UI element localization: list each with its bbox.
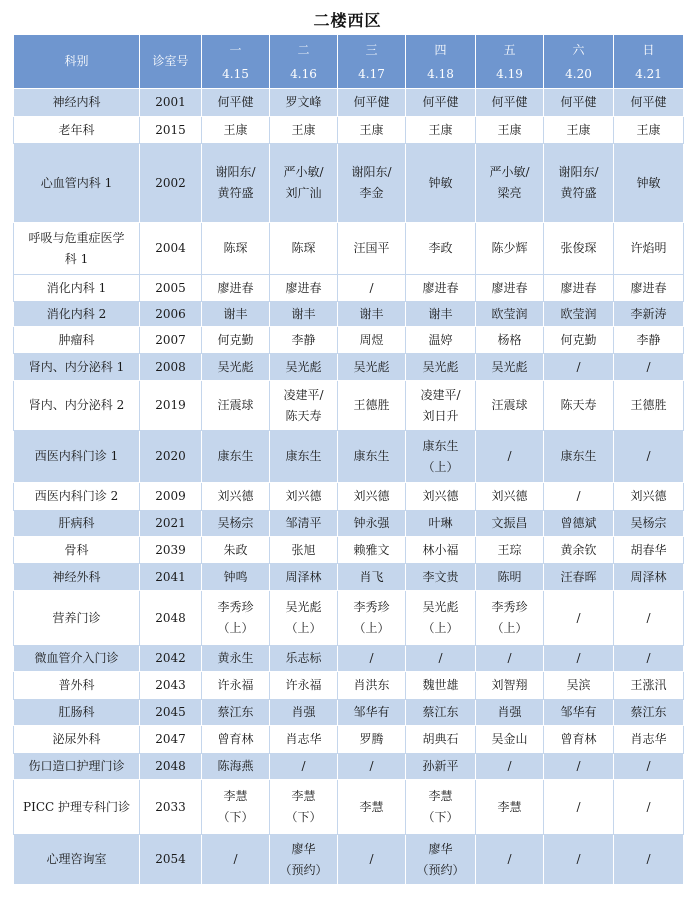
room-cell: 2004 [140, 223, 202, 275]
room-cell: 2039 [140, 537, 202, 564]
doctor-cell: 吴光彪 [476, 354, 544, 381]
header-date: 4.16 [290, 66, 317, 81]
dept-cell: PICC 护理专科门诊 [14, 780, 140, 835]
doctor-cell: 钟鸣 [202, 564, 270, 591]
doctor-cell: 刘兴德 [614, 483, 684, 511]
doctor-cell: 刘兴德 [476, 483, 544, 511]
doctor-cell [406, 591, 476, 646]
cell-line: 廖华 [291, 841, 316, 856]
doctor-cell: 曾育林 [544, 726, 614, 754]
cell-line: （下） [285, 810, 322, 824]
doctor-cell: / [338, 835, 406, 885]
cell-line: 梁亮 [497, 186, 522, 200]
cell-line: 黄符盛 [560, 186, 597, 200]
doctor-cell: / [614, 754, 684, 780]
doctor-cell: 王康 [270, 117, 338, 144]
doctor-cell: 王康 [544, 117, 614, 144]
header-date: 4.20 [565, 66, 592, 81]
room-cell: 2005 [140, 275, 202, 302]
header-weekday: 二 [297, 42, 310, 57]
dept-cell: 西医内科门诊 1 [14, 431, 140, 483]
doctor-cell: / [614, 591, 684, 646]
cell-line: （上） [217, 621, 254, 635]
table-row [14, 754, 684, 780]
dept-cell [14, 223, 140, 275]
dept-cell: 西医内科门诊 2 [14, 483, 140, 511]
doctor-cell: / [476, 646, 544, 672]
doctor-cell: 许永福 [202, 672, 270, 700]
cell-line: （上） [422, 459, 459, 474]
header-day [202, 35, 270, 89]
header-date: 4.18 [427, 66, 454, 81]
table-row [14, 144, 684, 223]
doctor-cell: / [544, 591, 614, 646]
header-dept: 科别 [14, 35, 140, 89]
doctor-cell [406, 835, 476, 885]
doctor-cell: 肖强 [270, 700, 338, 726]
header-weekday: 日 [642, 42, 655, 57]
dept-cell: 肾内、内分泌科 2 [14, 381, 140, 431]
table-row [14, 672, 684, 700]
doctor-cell: 邹华有 [544, 700, 614, 726]
header-date: 4.15 [222, 66, 249, 81]
schedule-table [13, 34, 684, 885]
header-day [544, 35, 614, 89]
doctor-cell: 罗腾 [338, 726, 406, 754]
cell-line: （上） [422, 621, 459, 635]
header-weekday: 一 [229, 42, 242, 57]
cell-line: 黄符盛 [217, 186, 254, 200]
header-date: 4.21 [635, 66, 662, 81]
dept-cell: 骨科 [14, 537, 140, 564]
doctor-cell: 罗文峰 [270, 89, 338, 117]
doctor-cell [270, 381, 338, 431]
doctor-cell: 周泽林 [270, 564, 338, 591]
doctor-cell: 杨格 [476, 327, 544, 354]
dept-cell: 心理咨询室 [14, 835, 140, 885]
header-weekday: 五 [503, 42, 516, 57]
doctor-cell: 王康 [338, 117, 406, 144]
doctor-cell [270, 591, 338, 646]
doctor-cell: 黄余钦 [544, 537, 614, 564]
doctor-cell: / [544, 483, 614, 511]
table-row [14, 327, 684, 354]
room-cell: 2043 [140, 672, 202, 700]
doctor-cell: / [614, 431, 684, 483]
dept-cell: 肿瘤科 [14, 327, 140, 354]
doctor-cell: 王德胜 [338, 381, 406, 431]
header-date: 4.17 [358, 66, 385, 81]
cell-line: 严小敏/ [489, 165, 530, 179]
doctor-cell: / [614, 780, 684, 835]
doctor-cell [544, 144, 614, 223]
table-row [14, 223, 684, 275]
table-row [14, 354, 684, 381]
cell-line: 李慧 [291, 789, 316, 803]
cell-line: 陈天寿 [285, 408, 322, 423]
doctor-cell: / [338, 646, 406, 672]
doctor-cell: 何平健 [406, 89, 476, 117]
doctor-cell: 何平健 [614, 89, 684, 117]
room-cell: 2033 [140, 780, 202, 835]
doctor-cell: 何克勤 [202, 327, 270, 354]
room-cell: 2009 [140, 483, 202, 511]
doctor-cell: 李文贵 [406, 564, 476, 591]
cell-line: 吴光彪 [422, 600, 459, 614]
doctor-cell [202, 144, 270, 223]
cell-line: 谢阳东/ [558, 165, 599, 179]
header-day [614, 35, 684, 89]
table-row [14, 835, 684, 885]
doctor-cell: 肖强 [476, 700, 544, 726]
header-day [270, 35, 338, 89]
doctor-cell: 汪国平 [338, 223, 406, 275]
doctor-cell: 肖志华 [270, 726, 338, 754]
table-row [14, 302, 684, 327]
dept-cell: 神经内科 [14, 89, 140, 117]
doctor-cell [406, 780, 476, 835]
dept-cell: 肝病科 [14, 511, 140, 537]
doctor-cell: 李慧 [476, 780, 544, 835]
doctor-cell: 吴光彪 [270, 354, 338, 381]
doctor-cell [476, 144, 544, 223]
doctor-cell: / [614, 354, 684, 381]
doctor-cell: 肖洪东 [338, 672, 406, 700]
room-cell: 2006 [140, 302, 202, 327]
doctor-cell: 谢丰 [406, 302, 476, 327]
doctor-cell: 吴杨宗 [202, 511, 270, 537]
dept-cell: 消化内科 1 [14, 275, 140, 302]
doctor-cell: 何平健 [544, 89, 614, 117]
doctor-cell: 钟永强 [338, 511, 406, 537]
doctor-cell: 吴杨宗 [614, 511, 684, 537]
doctor-cell: 朱政 [202, 537, 270, 564]
table-body [14, 89, 684, 885]
cell-line: 康东生 [422, 438, 459, 453]
doctor-cell: / [544, 780, 614, 835]
doctor-cell: 曾育林 [202, 726, 270, 754]
doctor-cell [406, 381, 476, 431]
doctor-cell: 吴金山 [476, 726, 544, 754]
doctor-cell: 廖进春 [476, 275, 544, 302]
room-cell: 2047 [140, 726, 202, 754]
doctor-cell: 康东生 [544, 431, 614, 483]
doctor-cell: 许永福 [270, 672, 338, 700]
cell-line: 李秀珍 [217, 600, 254, 614]
dept-cell: 肾内、内分泌科 1 [14, 354, 140, 381]
doctor-cell [202, 780, 270, 835]
cell-line: 刘广汕 [285, 186, 322, 200]
room-cell: 2008 [140, 354, 202, 381]
header-date: 4.19 [496, 66, 523, 81]
doctor-cell: 蔡江东 [614, 700, 684, 726]
header-day [338, 35, 406, 89]
doctor-cell: 何平健 [476, 89, 544, 117]
dept-cell: 肛肠科 [14, 700, 140, 726]
cell-line: （下） [422, 810, 459, 824]
doctor-cell [476, 591, 544, 646]
cell-line: （预约） [416, 862, 465, 877]
doctor-cell: 廖进春 [202, 275, 270, 302]
doctor-cell: / [544, 354, 614, 381]
doctor-cell: 刘兴德 [270, 483, 338, 511]
doctor-cell: 李静 [270, 327, 338, 354]
cell-line: 严小敏/ [283, 165, 324, 179]
cell-line: 李慧 [223, 789, 248, 803]
room-cell: 2041 [140, 564, 202, 591]
doctor-cell: 谢丰 [202, 302, 270, 327]
doctor-cell: 刘智翔 [476, 672, 544, 700]
cell-line: 谢阳东/ [215, 165, 256, 179]
doctor-cell: 康东生 [270, 431, 338, 483]
doctor-cell: 邹清平 [270, 511, 338, 537]
doctor-cell: 乐志标 [270, 646, 338, 672]
doctor-cell: 刘兴德 [338, 483, 406, 511]
dept-cell: 心血管内科 1 [14, 144, 140, 223]
cell-line: （上） [353, 621, 390, 635]
doctor-cell: / [476, 431, 544, 483]
doctor-cell: / [476, 835, 544, 885]
doctor-cell: 黄永生 [202, 646, 270, 672]
cell-line: （预约） [279, 862, 328, 877]
doctor-cell: 陈天寿 [544, 381, 614, 431]
doctor-cell: 汪震球 [476, 381, 544, 431]
cell-line: 科 1 [64, 251, 89, 266]
doctor-cell: 陈海燕 [202, 754, 270, 780]
room-cell: 2048 [140, 591, 202, 646]
doctor-cell: 肖志华 [614, 726, 684, 754]
doctor-cell [270, 144, 338, 223]
dept-cell: 营养门诊 [14, 591, 140, 646]
doctor-cell: 谢丰 [338, 302, 406, 327]
cell-line: 廖华 [428, 841, 453, 856]
table-row [14, 483, 684, 511]
doctor-cell: 何平健 [338, 89, 406, 117]
room-cell: 2001 [140, 89, 202, 117]
doctor-cell: 王康 [406, 117, 476, 144]
doctor-cell: / [338, 275, 406, 302]
room-cell: 2020 [140, 431, 202, 483]
doctor-cell: 许焰明 [614, 223, 684, 275]
doctor-cell: / [476, 754, 544, 780]
doctor-cell: 谢丰 [270, 302, 338, 327]
cell-line: 凌建平/ [420, 387, 461, 402]
doctor-cell: 康东生 [338, 431, 406, 483]
doctor-cell: 孙新平 [406, 754, 476, 780]
header-weekday: 三 [365, 42, 378, 57]
doctor-cell: 刘兴德 [406, 483, 476, 511]
dept-cell: 神经外科 [14, 564, 140, 591]
doctor-cell [202, 591, 270, 646]
dept-cell: 伤口造口护理门诊 [14, 754, 140, 780]
cell-line: 刘日升 [422, 408, 459, 423]
doctor-cell: 张俊琛 [544, 223, 614, 275]
doctor-cell [338, 591, 406, 646]
doctor-cell: 赖雅文 [338, 537, 406, 564]
dept-cell: 普外科 [14, 672, 140, 700]
room-cell: 2015 [140, 117, 202, 144]
doctor-cell: 温婷 [406, 327, 476, 354]
doctor-cell: 王琮 [476, 537, 544, 564]
cell-line: （上） [491, 621, 528, 635]
doctor-cell: 周煜 [338, 327, 406, 354]
doctor-cell: 王德胜 [614, 381, 684, 431]
doctor-cell: 蔡江东 [202, 700, 270, 726]
room-cell: 2021 [140, 511, 202, 537]
doctor-cell: 汪震球 [202, 381, 270, 431]
doctor-cell: 蔡江东 [406, 700, 476, 726]
dept-cell: 消化内科 2 [14, 302, 140, 327]
room-cell: 2054 [140, 835, 202, 885]
cell-line: 李秀珍 [491, 600, 528, 614]
doctor-cell: 钟敏 [614, 144, 684, 223]
cell-line: （下） [217, 810, 254, 824]
doctor-cell: 王康 [476, 117, 544, 144]
doctor-cell: 汪春晖 [544, 564, 614, 591]
table-row [14, 537, 684, 564]
doctor-cell: 吴光彪 [202, 354, 270, 381]
room-cell: 2019 [140, 381, 202, 431]
room-cell: 2002 [140, 144, 202, 223]
doctor-cell: 李静 [614, 327, 684, 354]
cell-line: 谢阳东/ [351, 165, 392, 179]
doctor-cell: / [270, 754, 338, 780]
table-row [14, 780, 684, 835]
table-row [14, 431, 684, 483]
header-room: 诊室号 [140, 35, 202, 89]
doctor-cell: / [202, 835, 270, 885]
doctor-cell: 陈少辉 [476, 223, 544, 275]
doctor-cell: 欧莹润 [544, 302, 614, 327]
doctor-cell: 廖进春 [614, 275, 684, 302]
table-row [14, 511, 684, 537]
doctor-cell [270, 780, 338, 835]
page-title: 二楼西区 [313, 11, 382, 30]
table-row [14, 726, 684, 754]
doctor-cell: 王康 [202, 117, 270, 144]
doctor-cell: / [544, 835, 614, 885]
doctor-cell: / [406, 646, 476, 672]
cell-line: 凌建平/ [283, 387, 324, 402]
doctor-cell: / [544, 754, 614, 780]
doctor-cell [338, 144, 406, 223]
doctor-cell: 肖飞 [338, 564, 406, 591]
doctor-cell: 吴光彪 [338, 354, 406, 381]
doctor-cell: 张旭 [270, 537, 338, 564]
cell-line: （上） [285, 621, 322, 635]
room-cell: 2045 [140, 700, 202, 726]
doctor-cell: 吴滨 [544, 672, 614, 700]
doctor-cell: / [614, 646, 684, 672]
dept-cell: 老年科 [14, 117, 140, 144]
doctor-cell: 曾德斌 [544, 511, 614, 537]
header-day [406, 35, 476, 89]
doctor-cell: 廖进春 [406, 275, 476, 302]
dept-cell: 微血管介入门诊 [14, 646, 140, 672]
room-cell: 2042 [140, 646, 202, 672]
doctor-cell: 李政 [406, 223, 476, 275]
doctor-cell [270, 835, 338, 885]
doctor-cell: / [338, 754, 406, 780]
cell-line: 李秀珍 [353, 600, 390, 614]
table-row [14, 564, 684, 591]
table-row [14, 275, 684, 302]
room-cell: 2048 [140, 754, 202, 780]
doctor-cell: 陈琛 [202, 223, 270, 275]
table-row [14, 700, 684, 726]
doctor-cell: 何平健 [202, 89, 270, 117]
doctor-cell: 文振昌 [476, 511, 544, 537]
doctor-cell: / [614, 835, 684, 885]
table-row [14, 591, 684, 646]
doctor-cell: 胡典石 [406, 726, 476, 754]
doctor-cell: 钟敏 [406, 144, 476, 223]
header-weekday: 四 [434, 42, 447, 57]
doctor-cell: 康东生 [202, 431, 270, 483]
doctor-cell [406, 431, 476, 483]
doctor-cell: 何克勤 [544, 327, 614, 354]
doctor-cell: 魏世雄 [406, 672, 476, 700]
cell-line: 李慧 [428, 789, 453, 803]
cell-line: 呼吸与危重症医学 [28, 230, 125, 245]
doctor-cell: 刘兴德 [202, 483, 270, 511]
cell-line: 吴光彪 [285, 600, 322, 614]
header-weekday: 六 [572, 42, 585, 57]
cell-line: 李金 [359, 186, 384, 200]
doctor-cell: 欧莹润 [476, 302, 544, 327]
table-row [14, 117, 684, 144]
doctor-cell: / [544, 646, 614, 672]
doctor-cell: 王康 [614, 117, 684, 144]
header-day [476, 35, 544, 89]
doctor-cell: 邹华有 [338, 700, 406, 726]
dept-cell: 泌尿外科 [14, 726, 140, 754]
table-row [14, 89, 684, 117]
doctor-cell: 廖进春 [270, 275, 338, 302]
table-header [14, 35, 684, 89]
doctor-cell: 叶琳 [406, 511, 476, 537]
table-row [14, 646, 684, 672]
doctor-cell: 陈琛 [270, 223, 338, 275]
doctor-cell: 林小福 [406, 537, 476, 564]
doctor-cell: 李慧 [338, 780, 406, 835]
doctor-cell: 陈明 [476, 564, 544, 591]
room-cell: 2007 [140, 327, 202, 354]
doctor-cell: 胡春华 [614, 537, 684, 564]
doctor-cell: 周泽林 [614, 564, 684, 591]
doctor-cell: 廖进春 [544, 275, 614, 302]
table-row [14, 381, 684, 431]
doctor-cell: 王涨汛 [614, 672, 684, 700]
doctor-cell: 吴光彪 [406, 354, 476, 381]
doctor-cell: 李新涛 [614, 302, 684, 327]
